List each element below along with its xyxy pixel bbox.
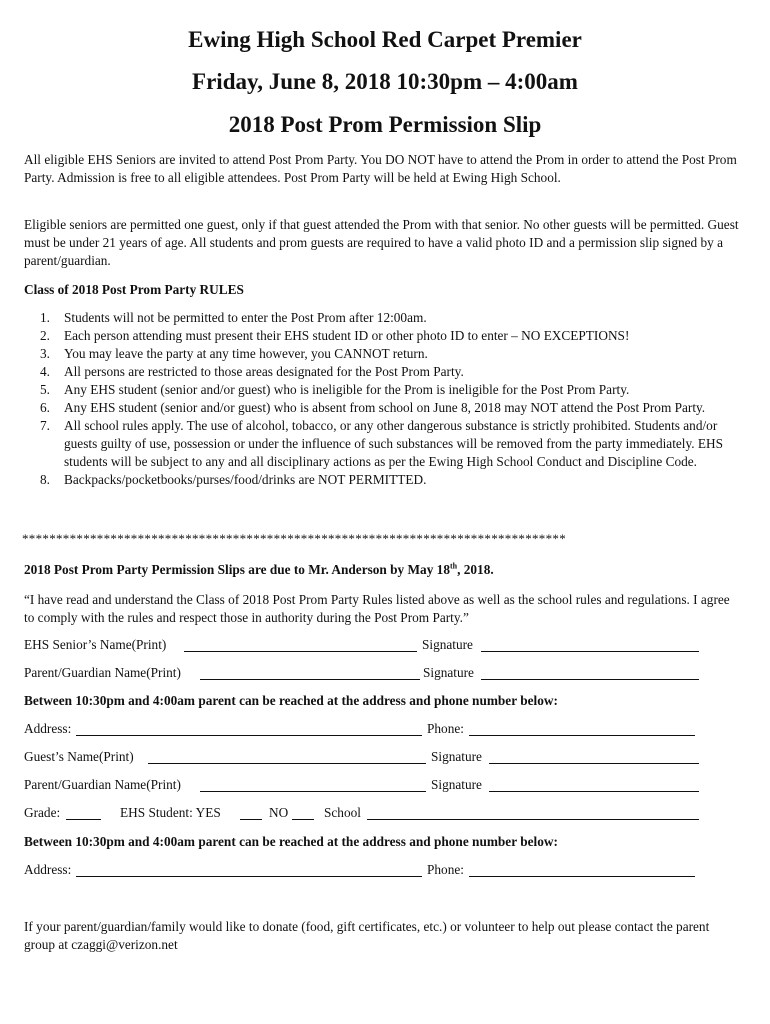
intro-paragraph-1: All eligible EHS Seniors are invited to attend Post Prom Party. You DO NOT have to attend the Prom in order to attend the Post Prom Party. Admission is free to all eligible attendees. Post Prom Party will be held at Ewing High School. xyxy=(24,152,737,185)
guest-parent-signature-field[interactable] xyxy=(489,776,699,792)
address-row xyxy=(24,720,744,740)
rules-list xyxy=(24,309,742,489)
document-subtitle: 2018 Post Prom Permission Slip xyxy=(228,112,542,137)
rule-number: 2. xyxy=(40,328,50,343)
due-text-end: , 2018. xyxy=(457,562,494,577)
rule-text: All persons are restricted to those areas designated for the Post Prom Party. xyxy=(64,364,464,379)
rule-number: 6. xyxy=(40,400,50,415)
rule-item xyxy=(24,399,742,417)
document-title: Ewing High School Red Carpet Premier xyxy=(188,27,582,52)
rule-item xyxy=(24,309,742,327)
grade-label: Grade: xyxy=(24,805,61,820)
senior-signature-label: Signature xyxy=(422,637,473,652)
guest-signature-field[interactable] xyxy=(489,748,699,764)
ehs-no-field[interactable] xyxy=(292,804,314,820)
rule-number: 1. xyxy=(40,310,50,325)
grade-row xyxy=(24,804,744,824)
due-text: 2018 Post Prom Party Permission Slips are due to Mr. Anderson by May 18 xyxy=(24,562,450,577)
address-field[interactable] xyxy=(76,720,422,736)
rule-item xyxy=(24,345,742,363)
school-label: School xyxy=(324,805,361,820)
ehs-no-label: NO xyxy=(269,805,289,820)
guest-parent-name-label: Parent/Guardian Name(Print) xyxy=(24,777,181,792)
rule-item xyxy=(24,471,742,489)
rule-text: You may leave the party at any time however, you CANNOT return. xyxy=(64,346,428,361)
phone-label: Phone: xyxy=(427,721,464,736)
senior-signature-field[interactable] xyxy=(481,636,699,652)
guest-parent-signature-label: Signature xyxy=(431,777,482,792)
parent-name-label: Parent/Guardian Name(Print) xyxy=(24,665,181,680)
rule-number: 7. xyxy=(40,418,50,433)
separator-line: ******************************************************************************** xyxy=(22,531,566,546)
guest-phone-label: Phone: xyxy=(427,862,464,877)
grade-field[interactable] xyxy=(66,804,101,820)
rule-item xyxy=(24,417,742,471)
guest-address-row xyxy=(24,861,744,881)
rule-item xyxy=(24,381,742,399)
event-date-time: Friday, June 8, 2018 10:30pm – 4:00am xyxy=(192,69,578,94)
intro-paragraph-2: Eligible seniors are permitted one guest, only if that guest attended the Prom with that senior. No other guests will be permitted. Guest must be under 21 years of age. All students and prom guests are required to have a valid photo ID and a permission slip signed by a parent/guardian. xyxy=(24,217,739,268)
rule-number: 4. xyxy=(40,364,50,379)
due-superscript: th xyxy=(449,561,458,571)
rule-text: Any EHS student (senior and/or guest) who is absent from school on June 8, 2018 may NOT attend the Post Prom Party. xyxy=(64,400,706,415)
ehs-yes-field[interactable] xyxy=(240,804,262,820)
parent-signature-label: Signature xyxy=(423,665,474,680)
rule-text: All school rules apply. The use of alcohol, tobacco, or any other dangerous substance is strictly prohibited. Students and/or guests guilty of use, possession or under the influence of such substances will be removed from the party immediately. EHS students will be subject to any and all disciplinary actions as per the Ewing High School Conduct and Discipline Code. xyxy=(64,418,724,469)
agreement-statement: “I have read and understand the Class of 2018 Post Prom Party Rules listed above as well as the school rules and regulations. I agree to comply with the rules and respect those in authority during the Post Prom Party.” xyxy=(24,592,730,625)
rule-text: Backpacks/pocketbooks/purses/food/drinks are NOT PERMITTED. xyxy=(64,472,427,487)
parent-name-field[interactable] xyxy=(200,664,420,680)
guest-signature-label: Signature xyxy=(431,749,482,764)
rule-item xyxy=(24,363,742,381)
parent-name-row xyxy=(24,664,744,684)
rule-number: 3. xyxy=(40,346,50,361)
contact-heading-2: Between 10:30pm and 4:00am parent can be reached at the address and phone number below: xyxy=(24,834,558,849)
rule-text: Any EHS student (senior and/or guest) who is ineligible for the Prom is ineligible for the Post Prom Party. xyxy=(64,382,630,397)
senior-name-field[interactable] xyxy=(184,636,417,652)
guest-address-label: Address: xyxy=(24,862,72,877)
parent-signature-field[interactable] xyxy=(481,664,699,680)
guest-phone-field[interactable] xyxy=(469,861,695,877)
ehs-student-label: EHS Student: YES xyxy=(120,805,221,820)
donation-note: If your parent/guardian/family would like to donate (food, gift certificates, etc.) or volunteer to help out please contact the parent group at czaggi@verizon.net xyxy=(24,919,710,952)
address-label: Address: xyxy=(24,721,72,736)
rule-number: 5. xyxy=(40,382,50,397)
guest-address-field[interactable] xyxy=(76,861,422,877)
guest-name-label: Guest’s Name(Print) xyxy=(24,749,134,764)
guest-name-field[interactable] xyxy=(148,748,426,764)
school-field[interactable] xyxy=(367,804,699,820)
rule-text: Each person attending must present their EHS student ID or other photo ID to enter – NO EXCEPTIONS! xyxy=(64,328,630,343)
guest-parent-name-field[interactable] xyxy=(200,776,426,792)
rule-number: 8. xyxy=(40,472,50,487)
rule-item xyxy=(24,327,742,345)
rules-heading: Class of 2018 Post Prom Party RULES xyxy=(24,282,244,297)
guest-name-row xyxy=(24,748,744,768)
senior-name-row xyxy=(24,636,744,656)
phone-field[interactable] xyxy=(469,720,695,736)
rule-text: Students will not be permitted to enter the Post Prom after 12:00am. xyxy=(64,310,427,325)
senior-name-label: EHS Senior’s Name(Print) xyxy=(24,637,167,652)
guest-parent-name-row xyxy=(24,776,744,796)
contact-heading-1: Between 10:30pm and 4:00am parent can be reached at the address and phone number below: xyxy=(24,693,558,708)
due-date-notice xyxy=(24,561,742,579)
